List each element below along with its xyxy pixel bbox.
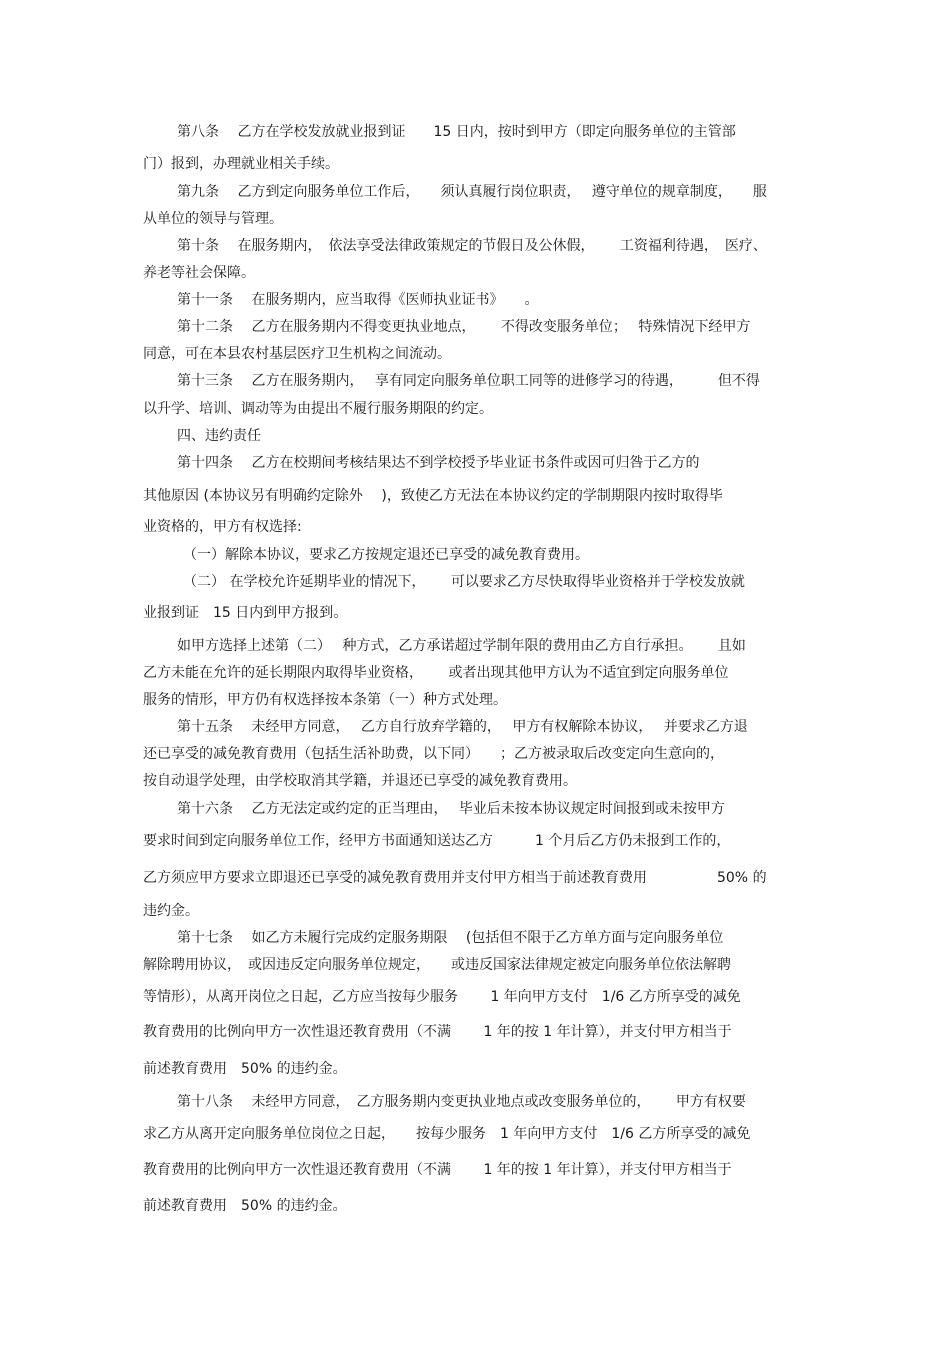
- text-line: 门）报到，办理就业相关手续。: [143, 156, 339, 172]
- text-line: 养老等社会保障。: [143, 265, 255, 281]
- text-line: 乙方未能在允许的延长期限内取得毕业资格， 或者出现其他甲方认为不适宜到定向服务单位: [143, 665, 729, 681]
- text-line: 还已享受的减免教育费用（包括生活补助费，以下同） ；乙方被录取后改变定向生意向的，: [143, 746, 724, 762]
- text-line: 同意，可在本县农村基层医疗卫生机构之间流动。: [143, 346, 451, 362]
- text-line: 教育费用的比例向甲方一次性退还教育费用（不满 1 年的按 1 年计算），并支付甲方相当于: [143, 1162, 732, 1178]
- text-line: 第十八条 未经甲方同意， 乙方服务期内变更执业地点或改变服务单位的， 甲方有权要: [177, 1094, 746, 1110]
- text-line: 前述教育费用 50% 的违约金。: [143, 1061, 347, 1077]
- text-line: 第十条 在服务期内， 依法享受法律政策规定的节假日及公休假， 工资福利待遇， 医疗、: [177, 238, 767, 254]
- text-line: 第八条 乙方在学校发放就业报到证 15 日内，按时到甲方（即定向服务单位的主管部: [177, 124, 736, 140]
- text-line: 业资格的，甲方有权选择:: [143, 519, 302, 535]
- text-line: （二） 在学校允许延期毕业的情况下， 可以要求乙方尽快取得毕业资格并于学校发放就: [183, 574, 745, 590]
- text-line: 第十二条 乙方在服务期内不得变更执业地点， 不得改变服务单位； 特殊情况下经甲方: [177, 319, 751, 335]
- text-line: 求乙方从离开定向服务单位岗位之日起， 按每少服务 1 年向甲方支付 1/6 乙方所享受的减免: [143, 1126, 751, 1142]
- text-line: 如甲方选择上述第（二） 种方式，乙方承诺超过学制年限的费用由乙方自行承担。 且如: [177, 638, 746, 654]
- text-line: 第十三条 乙方在服务期内， 享有同定向服务单位职工同等的进修学习的待遇， 但不得: [177, 373, 760, 389]
- text-line: 等情形），从离开岗位之日起，乙方应当按每少服务 1 年向甲方支付 1/6 乙方所享受的减免: [143, 989, 741, 1005]
- text-line: 第九条 乙方到定向服务单位工作后， 须认真履行岗位职责， 遵守单位的规章制度， 服: [177, 184, 767, 200]
- text-line: 服务的情形，甲方仍有权选择按本条第（一）种方式处理。: [143, 692, 507, 708]
- text-line: 乙方须应甲方要求立即退还已享受的减免教育费用并支付甲方相当于前述教育费用 50% 的: [143, 870, 767, 886]
- text-line: 第十五条 未经甲方同意， 乙方自行放弃学籍的， 甲方有权解除本协议， 并要求乙方退: [177, 719, 748, 735]
- text-line: 第十四条 乙方在校期间考核结果达不到学校授予毕业证书条件或因可归咎于乙方的: [177, 455, 700, 471]
- text-line: 违约金。: [143, 903, 199, 919]
- text-line: 按自动退学处理，由学校取消其学籍，并退还已享受的减免教育费用。: [143, 773, 577, 789]
- text-line: 第十七条 如乙方未履行完成约定服务期限 (包括但不限于乙方单方面与定向服务单位: [177, 930, 724, 946]
- text-line: 前述教育费用 50% 的违约金。: [143, 1198, 347, 1214]
- text-line: （一）解除本协议，要求乙方按规定退还已享受的减免教育费用。: [183, 547, 589, 563]
- text-line: 以升学、培训、调动等为由提出不履行服务期限的约定。: [143, 401, 493, 417]
- text-line: 从单位的领导与管理。: [143, 211, 283, 227]
- text-line: 解除聘用协议， 或因违反定向服务单位规定， 或违反国家法律规定被定向服务单位依法解聘: [143, 957, 731, 973]
- text-line: 其他原因 (本协议另有明确约定除外 )，致使乙方无法在本协议约定的学制期限内按时取得毕: [143, 488, 723, 504]
- text-line: 教育费用的比例向甲方一次性退还教育费用（不满 1 年的按 1 年计算），并支付甲方相当于: [143, 1024, 732, 1040]
- text-line: 第十一条 在服务期内，应当取得《医师执业证书》 。: [177, 292, 539, 308]
- text-line: 业报到证 15 日内到甲方报到。: [143, 605, 348, 621]
- text-line: 要求时间到定向服务单位工作，经甲方书面通知送达乙方 1 个月后乙方仍未报到工作的，: [143, 833, 731, 849]
- text-line: 第十六条 乙方无法定或约定的正当理由， 毕业后未按本协议规定时间报到或未按甲方: [177, 801, 725, 817]
- section-heading: 四、违约责任: [177, 428, 261, 444]
